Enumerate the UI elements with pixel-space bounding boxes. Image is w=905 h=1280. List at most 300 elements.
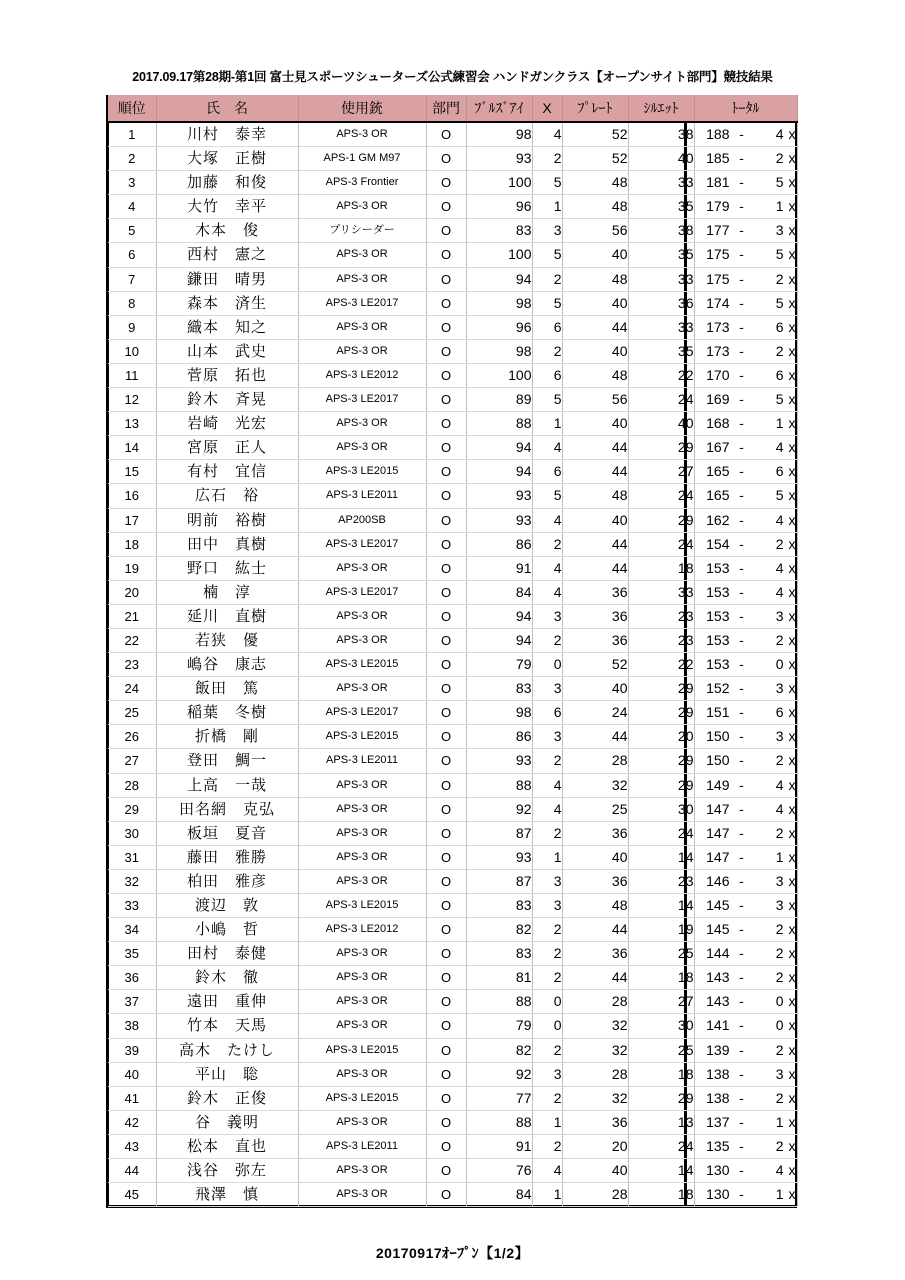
cell-rank: 35 (108, 942, 156, 966)
cell-silhouette: 14 (628, 845, 694, 869)
cell-name: 織本 知之 (156, 315, 298, 339)
cell-rank: 41 (108, 1086, 156, 1110)
table-row (108, 436, 797, 460)
cell-rank: 15 (108, 460, 156, 484)
table-row (108, 797, 797, 821)
header-x: X (532, 95, 562, 122)
cell-name: 広石 裕 (156, 484, 298, 508)
cell-gun: APS-3 LE2017 (298, 580, 426, 604)
cell-silhouette: 27 (628, 460, 694, 484)
table-row (108, 171, 797, 195)
cell-name: 竹本 天馬 (156, 1014, 298, 1038)
cell-total (694, 604, 797, 628)
cell-gun: APS-3 LE2017 (298, 532, 426, 556)
table-row (108, 122, 797, 147)
cell-rank: 6 (108, 243, 156, 267)
cell-gun: APS-3 OR (298, 966, 426, 990)
total-separator: - (739, 1113, 744, 1130)
cell-plate: 20 (562, 1134, 628, 1158)
cell-name: 明前 裕樹 (156, 508, 298, 532)
total-separator: - (739, 631, 744, 648)
cell-division: O (426, 315, 466, 339)
total-separator: - (739, 246, 744, 263)
total-x-suffix: x (788, 583, 796, 600)
total-score: 151 (706, 704, 730, 721)
cell-total (694, 1183, 797, 1207)
total-x-suffix: x (788, 945, 796, 962)
cell-gun: APS-3 OR (298, 942, 426, 966)
cell-rank: 13 (108, 412, 156, 436)
cell-gun: APS-3 OR (298, 122, 426, 147)
cell-bullseye: 93 (466, 845, 532, 869)
cell-total (694, 628, 797, 652)
cell-rank: 18 (108, 532, 156, 556)
total-separator: - (739, 680, 744, 697)
header-row (108, 95, 797, 122)
cell-name: 折橋 剛 (156, 725, 298, 749)
total-score: 154 (706, 535, 730, 552)
cell-rank: 30 (108, 821, 156, 845)
table-row (108, 869, 797, 893)
table-row (108, 1062, 797, 1086)
cell-silhouette: 30 (628, 1014, 694, 1038)
cell-bullseye: 89 (466, 388, 532, 412)
cell-division: O (426, 436, 466, 460)
cell-silhouette: 24 (628, 1134, 694, 1158)
cell-bullseye: 88 (466, 1110, 532, 1134)
total-x-count: 2 (775, 150, 784, 167)
total-separator: - (739, 656, 744, 673)
cell-name: 鈴木 正俊 (156, 1086, 298, 1110)
cell-gun: APS-3 LE2011 (298, 749, 426, 773)
cell-x: 4 (532, 773, 562, 797)
total-x-count: 3 (775, 222, 784, 239)
total-x-suffix: x (788, 511, 796, 528)
cell-bullseye: 82 (466, 1038, 532, 1062)
cell-bullseye: 93 (466, 508, 532, 532)
table-row (108, 725, 797, 749)
cell-name: 川村 泰幸 (156, 122, 298, 147)
cell-x: 4 (532, 580, 562, 604)
cell-name: 田名網 克弘 (156, 797, 298, 821)
cell-bullseye: 94 (466, 267, 532, 291)
cell-bullseye: 98 (466, 122, 532, 147)
total-x-count: 3 (775, 680, 784, 697)
cell-plate: 52 (562, 122, 628, 147)
total-x-count: 2 (775, 969, 784, 986)
total-x-suffix: x (788, 198, 796, 215)
cell-x: 6 (532, 460, 562, 484)
cell-total (694, 484, 797, 508)
total-x-suffix: x (788, 824, 796, 841)
cell-silhouette: 40 (628, 412, 694, 436)
cell-silhouette: 29 (628, 1086, 694, 1110)
cell-plate: 36 (562, 604, 628, 628)
cell-silhouette: 40 (628, 147, 694, 171)
cell-rank: 31 (108, 845, 156, 869)
cell-total (694, 291, 797, 315)
cell-plate: 28 (562, 749, 628, 773)
total-x-suffix: x (788, 848, 796, 865)
cell-rank: 26 (108, 725, 156, 749)
total-score: 149 (706, 776, 730, 793)
total-separator: - (739, 1089, 744, 1106)
cell-x: 5 (532, 291, 562, 315)
cell-gun: APS-3 LE2011 (298, 1134, 426, 1158)
cell-gun: APS-3 OR (298, 628, 426, 652)
cell-x: 2 (532, 1134, 562, 1158)
cell-division: O (426, 797, 466, 821)
table-row (108, 147, 797, 171)
total-x-count: 4 (775, 126, 784, 142)
cell-rank: 22 (108, 628, 156, 652)
header-rank: 順位 (108, 95, 156, 122)
cell-x: 1 (532, 845, 562, 869)
total-score: 173 (706, 318, 730, 335)
cell-bullseye: 98 (466, 701, 532, 725)
cell-silhouette: 24 (628, 821, 694, 845)
cell-division: O (426, 966, 466, 990)
total-x-suffix: x (788, 318, 796, 335)
cell-x: 4 (532, 508, 562, 532)
cell-silhouette: 23 (628, 628, 694, 652)
cell-bullseye: 94 (466, 436, 532, 460)
cell-name: 板垣 夏音 (156, 821, 298, 845)
total-x-count: 1 (775, 1113, 784, 1130)
header-bullseye: ﾌﾞﾙｽﾞｱｲ (466, 95, 532, 122)
cell-gun: APS-3 LE2015 (298, 894, 426, 918)
table-row (108, 1183, 797, 1207)
cell-gun: プリシーダー (298, 219, 426, 243)
cell-rank: 20 (108, 580, 156, 604)
cell-name: 柏田 雅彦 (156, 869, 298, 893)
cell-gun: APS-3 OR (298, 845, 426, 869)
total-score: 145 (706, 921, 730, 938)
total-x-suffix: x (788, 656, 796, 673)
cell-x: 0 (532, 653, 562, 677)
cell-gun: APS-3 OR (298, 677, 426, 701)
cell-division: O (426, 894, 466, 918)
cell-bullseye: 79 (466, 653, 532, 677)
cell-rank: 4 (108, 195, 156, 219)
total-separator: - (739, 752, 744, 769)
cell-division: O (426, 1038, 466, 1062)
total-score: 146 (706, 872, 730, 889)
cell-silhouette: 14 (628, 894, 694, 918)
cell-name: 稲葉 冬樹 (156, 701, 298, 725)
total-x-count: 0 (775, 993, 784, 1010)
cell-name: 松本 直也 (156, 1134, 298, 1158)
cell-plate: 44 (562, 532, 628, 556)
cell-division: O (426, 1183, 466, 1207)
total-separator: - (739, 607, 744, 624)
cell-plate: 56 (562, 388, 628, 412)
total-score: 130 (706, 1186, 730, 1203)
cell-x: 0 (532, 990, 562, 1014)
cell-total (694, 990, 797, 1014)
total-score: 144 (706, 945, 730, 962)
cell-bullseye: 98 (466, 339, 532, 363)
cell-plate: 36 (562, 942, 628, 966)
total-score: 152 (706, 680, 730, 697)
total-score: 188 (706, 126, 730, 142)
cell-bullseye: 93 (466, 147, 532, 171)
cell-gun: APS-3 OR (298, 243, 426, 267)
cell-gun: APS-3 OR (298, 1110, 426, 1134)
cell-silhouette: 29 (628, 701, 694, 725)
cell-total (694, 918, 797, 942)
total-x-count: 5 (775, 391, 784, 408)
total-separator: - (739, 1162, 744, 1179)
total-x-suffix: x (788, 1089, 796, 1106)
cell-x: 1 (532, 412, 562, 436)
total-x-count: 6 (775, 463, 784, 480)
total-score: 147 (706, 800, 730, 817)
cell-name: 飛澤 慎 (156, 1183, 298, 1207)
cell-division: O (426, 1086, 466, 1110)
cell-name: 森本 済生 (156, 291, 298, 315)
cell-name: 木本 俊 (156, 219, 298, 243)
cell-name: 登田 鯛一 (156, 749, 298, 773)
cell-name: 小嶋 哲 (156, 918, 298, 942)
table-row (108, 653, 797, 677)
table-row (108, 918, 797, 942)
cell-x: 6 (532, 701, 562, 725)
cell-division: O (426, 821, 466, 845)
table-row (108, 484, 797, 508)
cell-total (694, 363, 797, 387)
cell-name: 平山 聡 (156, 1062, 298, 1086)
total-separator: - (739, 921, 744, 938)
cell-total (694, 195, 797, 219)
header-plate: ﾌﾟﾚｰﾄ (562, 95, 628, 122)
cell-x: 3 (532, 604, 562, 628)
cell-rank: 28 (108, 773, 156, 797)
cell-total (694, 339, 797, 363)
cell-silhouette: 35 (628, 339, 694, 363)
cell-rank: 25 (108, 701, 156, 725)
cell-silhouette: 38 (628, 122, 694, 147)
total-separator: - (739, 1186, 744, 1203)
cell-total (694, 580, 797, 604)
cell-division: O (426, 388, 466, 412)
cell-silhouette: 29 (628, 508, 694, 532)
cell-plate: 44 (562, 315, 628, 339)
cell-x: 5 (532, 388, 562, 412)
cell-rank: 7 (108, 267, 156, 291)
cell-division: O (426, 147, 466, 171)
cell-division: O (426, 484, 466, 508)
total-x-suffix: x (788, 607, 796, 624)
cell-rank: 1 (108, 122, 156, 147)
total-x-count: 4 (775, 511, 784, 528)
cell-bullseye: 93 (466, 484, 532, 508)
table-row (108, 845, 797, 869)
cell-name: 宮原 正人 (156, 436, 298, 460)
total-separator: - (739, 294, 744, 311)
cell-name: 谷 義明 (156, 1110, 298, 1134)
total-score: 165 (706, 487, 730, 504)
cell-total (694, 821, 797, 845)
total-x-count: 0 (775, 656, 784, 673)
total-x-count: 2 (775, 631, 784, 648)
cell-plate: 28 (562, 1062, 628, 1086)
total-x-suffix: x (788, 174, 796, 191)
cell-division: O (426, 532, 466, 556)
table-row (108, 701, 797, 725)
cell-total (694, 894, 797, 918)
cell-plate: 56 (562, 219, 628, 243)
page-footer: 20170917ｵｰﾌﾟﾝ【1/2】 (375, 1245, 530, 1261)
total-x-count: 5 (775, 294, 784, 311)
cell-division: O (426, 628, 466, 652)
cell-plate: 32 (562, 1014, 628, 1038)
cell-name: 岩崎 光宏 (156, 412, 298, 436)
cell-division: O (426, 869, 466, 893)
cell-x: 3 (532, 894, 562, 918)
cell-total (694, 532, 797, 556)
cell-bullseye: 86 (466, 532, 532, 556)
cell-division: O (426, 243, 466, 267)
total-x-suffix: x (788, 921, 796, 938)
total-score: 147 (706, 848, 730, 865)
cell-division: O (426, 195, 466, 219)
header-gun: 使用銃 (298, 95, 426, 122)
total-score: 138 (706, 1065, 730, 1082)
cell-plate: 36 (562, 580, 628, 604)
total-score: 165 (706, 463, 730, 480)
cell-rank: 19 (108, 556, 156, 580)
cell-total (694, 436, 797, 460)
cell-total (694, 219, 797, 243)
total-separator: - (739, 270, 744, 287)
total-separator: - (739, 969, 744, 986)
cell-name: 山本 武史 (156, 339, 298, 363)
cell-name: 大塚 正樹 (156, 147, 298, 171)
table-row (108, 339, 797, 363)
total-score: 170 (706, 366, 730, 383)
cell-silhouette: 30 (628, 797, 694, 821)
cell-division: O (426, 1062, 466, 1086)
cell-name: 延川 直樹 (156, 604, 298, 628)
total-x-count: 4 (775, 1162, 784, 1179)
total-separator: - (739, 487, 744, 504)
total-separator: - (739, 776, 744, 793)
cell-total (694, 1159, 797, 1183)
cell-bullseye: 100 (466, 171, 532, 195)
total-score: 143 (706, 993, 730, 1010)
cell-bullseye: 83 (466, 677, 532, 701)
cell-division: O (426, 677, 466, 701)
cell-bullseye: 100 (466, 363, 532, 387)
total-score: 153 (706, 631, 730, 648)
cell-x: 2 (532, 147, 562, 171)
total-x-suffix: x (788, 752, 796, 769)
cell-division: O (426, 508, 466, 532)
total-separator: - (739, 150, 744, 167)
total-separator: - (739, 897, 744, 913)
total-separator: - (739, 126, 744, 142)
cell-silhouette: 23 (628, 604, 694, 628)
header-division: 部門 (426, 95, 466, 122)
cell-silhouette: 24 (628, 388, 694, 412)
table-row (108, 966, 797, 990)
page-title: 2017.09.17第28期-第1回 富士見スポーツシューターズ公式練習会 ハンドガンクラス【オープンサイト部門】競技結果 (132, 70, 773, 84)
total-x-suffix: x (788, 1186, 796, 1203)
cell-silhouette: 19 (628, 918, 694, 942)
total-x-suffix: x (788, 1041, 796, 1058)
total-separator: - (739, 704, 744, 721)
cell-x: 4 (532, 436, 562, 460)
cell-gun: APS-3 OR (298, 869, 426, 893)
cell-gun: APS-3 OR (298, 604, 426, 628)
cell-name: 若狭 優 (156, 628, 298, 652)
cell-gun: APS-3 LE2017 (298, 388, 426, 412)
total-score: 162 (706, 511, 730, 528)
cell-division: O (426, 773, 466, 797)
cell-total (694, 315, 797, 339)
cell-total (694, 243, 797, 267)
total-separator: - (739, 198, 744, 215)
total-x-count: 5 (775, 487, 784, 504)
cell-rank: 16 (108, 484, 156, 508)
cell-plate: 36 (562, 1110, 628, 1134)
cell-plate: 40 (562, 291, 628, 315)
cell-total (694, 653, 797, 677)
cell-silhouette: 35 (628, 243, 694, 267)
cell-x: 3 (532, 677, 562, 701)
total-score: 168 (706, 415, 730, 432)
cell-gun: APS-3 OR (298, 990, 426, 1014)
total-x-count: 2 (775, 270, 784, 287)
total-x-suffix: x (788, 439, 796, 456)
cell-division: O (426, 171, 466, 195)
table-row (108, 1014, 797, 1038)
cell-x: 3 (532, 725, 562, 749)
cell-gun: APS-3 OR (298, 339, 426, 363)
cell-gun: APS-3 LE2017 (298, 701, 426, 725)
cell-silhouette: 18 (628, 966, 694, 990)
cell-total (694, 749, 797, 773)
total-separator: - (739, 945, 744, 962)
cell-total (694, 412, 797, 436)
total-score: 130 (706, 1162, 730, 1179)
cell-plate: 40 (562, 845, 628, 869)
cell-division: O (426, 942, 466, 966)
table-body (108, 122, 797, 1207)
cell-total (694, 267, 797, 291)
cell-x: 4 (532, 1159, 562, 1183)
total-separator: - (739, 439, 744, 456)
total-score: 135 (706, 1137, 730, 1154)
total-separator: - (739, 463, 744, 480)
cell-plate: 48 (562, 267, 628, 291)
cell-division: O (426, 701, 466, 725)
total-separator: - (739, 535, 744, 552)
total-score: 174 (706, 294, 730, 311)
cell-rank: 8 (108, 291, 156, 315)
cell-bullseye: 94 (466, 460, 532, 484)
cell-name: 田村 泰健 (156, 942, 298, 966)
cell-rank: 17 (108, 508, 156, 532)
total-x-suffix: x (788, 872, 796, 889)
cell-division: O (426, 412, 466, 436)
total-score: 179 (706, 198, 730, 215)
total-x-count: 3 (775, 872, 784, 889)
cell-silhouette: 25 (628, 1038, 694, 1062)
cell-plate: 44 (562, 460, 628, 484)
total-x-count: 1 (775, 415, 784, 432)
